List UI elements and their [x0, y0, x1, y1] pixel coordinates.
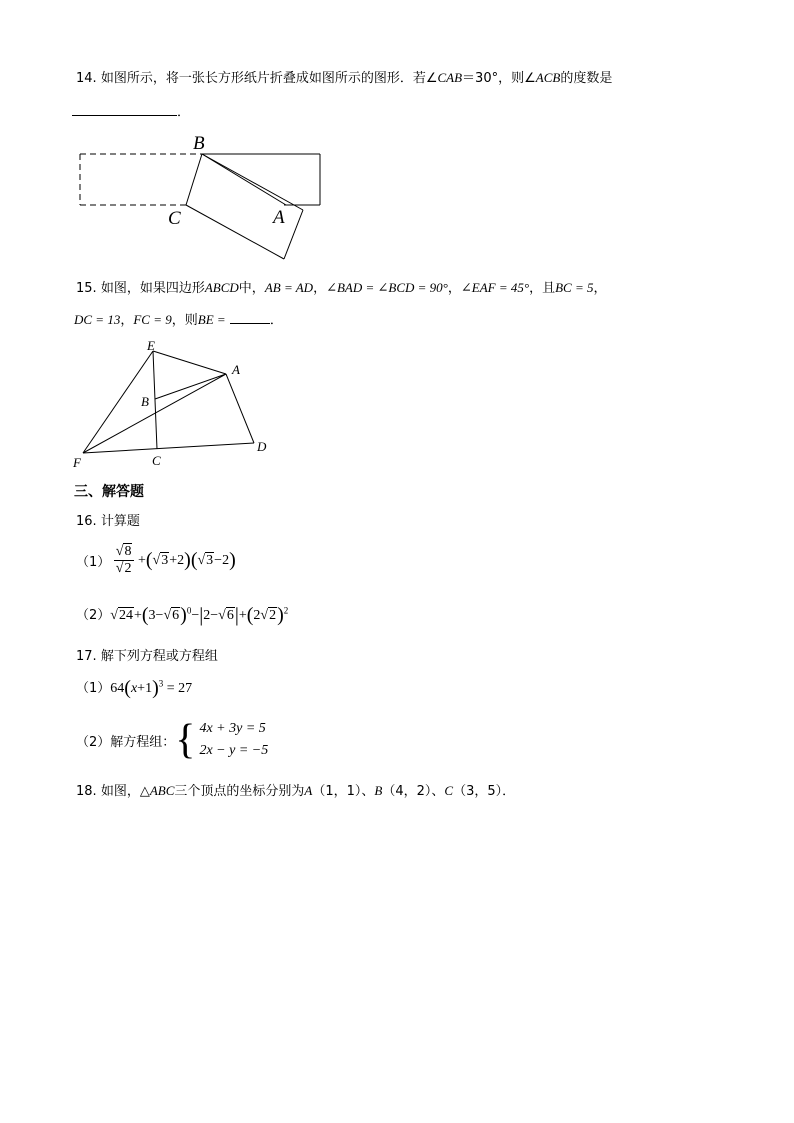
- q15-abcd: ABCD: [204, 280, 239, 295]
- q14-segment-ba: [202, 154, 286, 205]
- section-3-title: 三、解答题: [74, 484, 144, 500]
- q15-segment-ec: [153, 351, 157, 449]
- q16-p1-plus: +: [137, 553, 146, 568]
- q18-b-coord: （4，2）、: [382, 784, 445, 799]
- q14-answer-line: [72, 101, 190, 120]
- q15-label-d: D: [257, 439, 267, 454]
- q15-cond5: DC = 13: [74, 312, 121, 327]
- q16-p2-lparen2: (: [246, 604, 254, 626]
- q17-p1-label: （1）: [76, 681, 111, 696]
- q17-p2-eq1: 4x + 3y = 5: [199, 721, 266, 736]
- q14-cab: CAB: [437, 70, 463, 85]
- q16-p1-rparen2: ): [229, 549, 236, 571]
- q16-p2-exp2: 2: [283, 605, 289, 616]
- q16-p1-rparen: ): [184, 549, 191, 571]
- q15-segment-ea: [153, 351, 226, 374]
- q17-number: 17.: [76, 649, 97, 664]
- q16-p1-lparen: (: [145, 549, 153, 571]
- q16-p1-lparen2: (: [190, 549, 198, 571]
- q18-text-b: 三个顶点的坐标分别为: [174, 784, 305, 799]
- q16-p1-r3: 3: [161, 553, 169, 568]
- q15-cond6: FC = 9: [133, 312, 172, 327]
- q16-p2-plus2: +: [238, 608, 247, 623]
- q18-c-coord: （3，5）．: [453, 784, 516, 799]
- q18-c: C: [444, 783, 454, 798]
- q18-text-a: 如图，△: [100, 784, 150, 799]
- q17-p1-rparen: ): [152, 677, 159, 699]
- q14-answer-blank[interactable]: [72, 101, 177, 116]
- q15-ask: BE =: [197, 312, 226, 327]
- q15-label-f: F: [73, 455, 81, 470]
- q16-p2-rparen: ): [180, 604, 187, 626]
- q16-p2-coef: 2: [253, 608, 261, 623]
- q15-cond3: ∠EAF = 45°: [460, 280, 530, 295]
- q16-p1-plus2: +2: [169, 553, 185, 568]
- q15-cond2: ∠BAD = ∠BCD = 90°: [326, 280, 448, 295]
- q15-segment-df: [83, 443, 254, 453]
- q15-line1: [76, 277, 607, 296]
- q17-p1-exp3: 3: [158, 678, 164, 689]
- q15-text-b: 中，: [238, 281, 265, 296]
- q18-a: A: [304, 783, 313, 798]
- q15-line2: [74, 309, 283, 328]
- q14-folded-top: [202, 154, 303, 210]
- q16-p2-plus1: +: [133, 608, 142, 623]
- q16-p2-two: 2−: [203, 608, 219, 623]
- q16-p1-label: （1）: [76, 555, 111, 570]
- q14-label-c: C: [168, 208, 181, 229]
- q16-p2-three: 3−: [148, 608, 164, 623]
- q14-text-b: ＝30°，则∠: [462, 71, 536, 86]
- q16-p2-label: （2）: [76, 608, 111, 623]
- q16-p2-exp0: 0: [186, 605, 192, 616]
- q17-p1-lparen: (: [124, 677, 131, 699]
- q17-p1-coef: 64: [110, 681, 125, 696]
- q14-number: 14.: [76, 71, 97, 86]
- q17-p1-x: x: [130, 681, 138, 696]
- q18-number: 18.: [76, 784, 97, 799]
- q15-cond4: BC = 5: [555, 280, 594, 295]
- q17-p2-text: 解方程组：: [110, 734, 176, 750]
- q14-crease-cb: [186, 154, 202, 205]
- q17-header: [76, 645, 218, 664]
- q16-title: 计算题: [100, 514, 140, 529]
- q16-p1-r3b: 3: [206, 553, 214, 568]
- q17-title: 解下列方程或方程组: [100, 649, 218, 664]
- q15-cond1: AB = AD: [264, 280, 314, 295]
- q16-header: [76, 510, 140, 529]
- q16-p2-abs-right: |: [234, 604, 239, 626]
- q16-part2: $(2)√24+(3-√6)^0-|2-√6|+(2√2)^2$: [76, 604, 289, 626]
- q15-label-c: C: [152, 453, 161, 468]
- q18-a-coord: （1，1）、: [312, 784, 375, 799]
- q15-label-e: E: [147, 338, 155, 353]
- q16-p1-fraction: $\frac{√8}{√2}$: [114, 544, 135, 577]
- q15-comma2: ，: [447, 281, 461, 296]
- q17-p2-brace: {: [175, 717, 196, 763]
- q15-comma4: ，: [120, 313, 134, 328]
- q16-p2-r6: 6: [172, 608, 180, 623]
- q14-end: ．: [177, 105, 191, 120]
- q14-folded-right: [284, 210, 303, 259]
- q15-answer-blank[interactable]: [230, 311, 270, 324]
- q18-abc: ABC: [149, 783, 175, 798]
- q16-p2-abs-left: |: [199, 604, 204, 626]
- q14-text-a: 如图所示，将一张长方形纸片折叠成如图所示的图形．若∠: [100, 71, 438, 86]
- q14-label-b: B: [193, 133, 205, 154]
- q17-part2: [76, 718, 268, 762]
- q15-text-c: ，且: [529, 281, 556, 296]
- q16-p2-r6b: 6: [226, 608, 234, 623]
- q15-figure: [70, 336, 280, 472]
- q16-p2-rparen2: ): [277, 604, 284, 626]
- q17-p1-eq: = 27: [163, 681, 193, 696]
- q15-number: 15.: [76, 281, 97, 296]
- q17-p1-plus1: +1: [137, 681, 153, 696]
- q15-label-b: B: [141, 394, 149, 409]
- q15-segment-ba: [155, 374, 226, 399]
- q16-p2-r2: 2: [269, 608, 277, 623]
- q15-text-d: ，则: [171, 313, 198, 328]
- q17-p2-label: （2）: [76, 734, 111, 750]
- q17-part1: [76, 677, 192, 700]
- q16-p2-lparen: (: [141, 604, 149, 626]
- q18-text: [76, 780, 515, 799]
- q14-text-c: 的度数是: [560, 71, 613, 86]
- q14-acb: ACB: [535, 70, 561, 85]
- q14-folded-bottom: [186, 205, 284, 259]
- q17-p2-eq2: 2x − y = −5: [199, 743, 269, 758]
- q15-label-a: A: [232, 362, 240, 377]
- q15-segment-ad: [226, 374, 254, 443]
- q16-p2-minus: −: [191, 608, 200, 623]
- q15-end: ．: [269, 313, 283, 328]
- q14-figure: [70, 128, 330, 264]
- q14-label-a: A: [273, 207, 285, 228]
- q16-p1-den: 2: [124, 561, 132, 576]
- q15-text-a: 如图，如果四边形: [100, 281, 205, 296]
- q16-number: 16.: [76, 514, 97, 529]
- q16-p2-r24: 24: [118, 608, 133, 623]
- q16-p1-minus2: −2: [214, 553, 230, 568]
- q16-part1: （1） $\frac{√8}{√2}$ +(√3+2)(√3−2): [76, 544, 236, 576]
- q18-b: B: [374, 783, 383, 798]
- q16-p1-num: 8: [124, 544, 132, 559]
- q15-comma1: ，: [313, 281, 327, 296]
- q14-text: [76, 67, 612, 86]
- q15-comma3: ，: [593, 281, 607, 296]
